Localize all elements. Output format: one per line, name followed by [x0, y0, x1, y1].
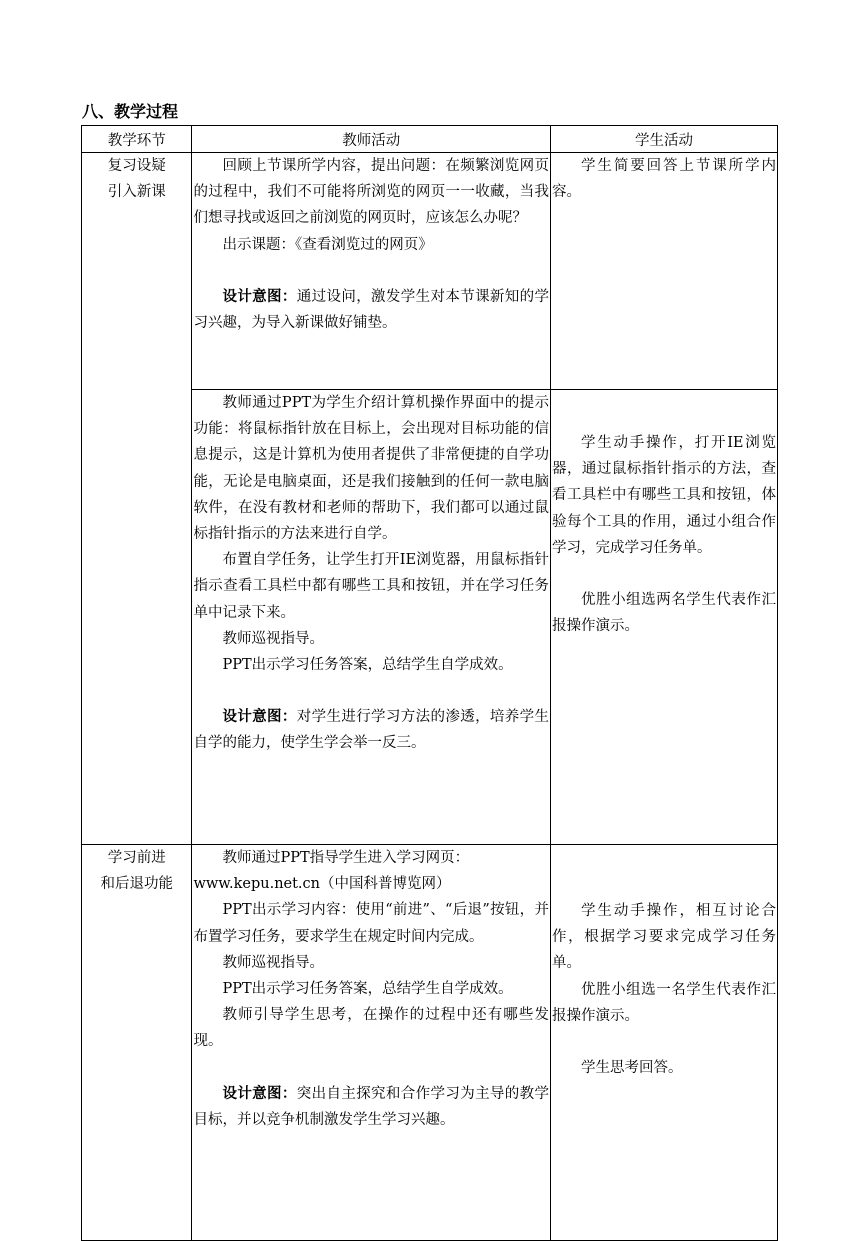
teacher-paragraph: PPT出示学习任务答案，总结学生自学成效。	[222, 657, 513, 674]
teacher-paragraph: 教师引导学生思考，在操作的过程中还有哪些发现。	[193, 1007, 549, 1050]
teacher-paragraph: 出示课题：《查看浏览过的网页》	[222, 236, 433, 253]
student-activity-cell	[551, 845, 778, 1241]
design-intent-text: 通过设问，激发学生对本节课新知的学习兴趣，为导入新课做好铺垫。	[193, 288, 550, 332]
design-intent-label: 设计意图：	[222, 1084, 297, 1102]
teacher-paragraph: 教师巡视指导。	[222, 630, 324, 647]
teacher-paragraph: 教师巡视指导。	[222, 954, 324, 971]
header-teacher-activity: 教师活动	[192, 126, 551, 153]
teacher-paragraph: 布置自学任务，让学生打开IE浏览器，用鼠标指针指示查看工具栏中都有哪些工具和按钮，并在学习任务单中记录下来。	[193, 552, 549, 621]
design-intent	[193, 704, 549, 756]
table-row	[82, 845, 778, 1241]
student-activity-cell	[551, 153, 778, 390]
teacher-activity-cell	[192, 845, 551, 1241]
design-intent	[193, 284, 549, 336]
design-intent-label: 设计意图：	[222, 287, 297, 305]
student-paragraph: 学生简要回答上节课所学内容。	[552, 158, 776, 201]
stage-label-line1: 学习前进	[107, 850, 166, 866]
stage-label-line2: 引入新课	[107, 184, 166, 200]
teacher-url: www.kepu.net.cn（中国科普博览网）	[193, 876, 451, 893]
teacher-paragraph: 回顾上节课所学内容，提出问题：在频繁浏览网页的过程中，我们不可能将所浏览的网页一一收藏，当我们想寻找或返回之前浏览的网页时，应该怎么办呢？	[193, 158, 549, 227]
teaching-process-table	[81, 125, 778, 1241]
stage-label-line1: 复习设疑	[107, 158, 166, 174]
student-paragraph: 优胜小组选两名学生代表作汇报操作演示。	[552, 592, 776, 635]
teacher-activity-cell	[192, 153, 551, 390]
table-row	[82, 153, 778, 390]
student-paragraph: 优胜小组选一名学生代表作汇报操作演示。	[552, 981, 776, 1024]
teacher-paragraph: PPT出示学习内容：使用“前进”、“后退”按钮，并布置学习任务，要求学生在规定时间内完成。	[193, 902, 549, 945]
student-paragraph: 学生动手操作，打开IE浏览器，通过鼠标指针指示的方法，查看工具栏中有哪些工具和按钮，体验每个工具的作用，通过小组合作学习，完成学习任务单。	[552, 435, 776, 556]
teacher-activity-cell	[192, 390, 551, 845]
stage-cell	[82, 153, 192, 845]
teacher-paragraph: 教师通过PPT为学生介绍计算机操作界面中的提示功能：将鼠标指针放在目标上，会出现对目标功能的信息提示，这是计算机为使用者提供了非常便捷的自学功能，无论是电脑桌面，还是我们接触到的任何一款电脑软件，在没有教材和老师的帮助下，我们都可以通过鼠标指针指示的方法来进行自学。	[193, 395, 549, 543]
design-intent	[193, 1081, 549, 1133]
student-activity-cell	[551, 390, 778, 845]
design-intent-text: 对学生进行学习方法的渗透，培养学生自学的能力，使学生学会举一反三。	[193, 709, 550, 752]
table-header-row	[82, 126, 778, 153]
student-paragraph: 学生动手操作，相互讨论合作，根据学习要求完成学习任务单。	[552, 903, 776, 972]
teacher-paragraph: PPT出示学习任务答案，总结学生自学成效。	[222, 981, 513, 998]
design-intent-text: 突出自主探究和合作学习为主导的教学目标，并以竞争机制激发学生学习兴趣。	[193, 1085, 550, 1128]
student-paragraph: 学生思考回答。	[581, 1060, 683, 1077]
stage-cell	[82, 845, 192, 1241]
header-stage: 教学环节	[82, 126, 192, 153]
section-title: 八、教学过程	[82, 102, 179, 121]
design-intent-label: 设计意图：	[222, 708, 297, 726]
teacher-paragraph: 教师通过PPT指导学生进入学习网页：	[222, 850, 470, 866]
header-student-activity: 学生活动	[551, 126, 778, 153]
stage-label-line2: 和后退功能	[100, 876, 173, 892]
